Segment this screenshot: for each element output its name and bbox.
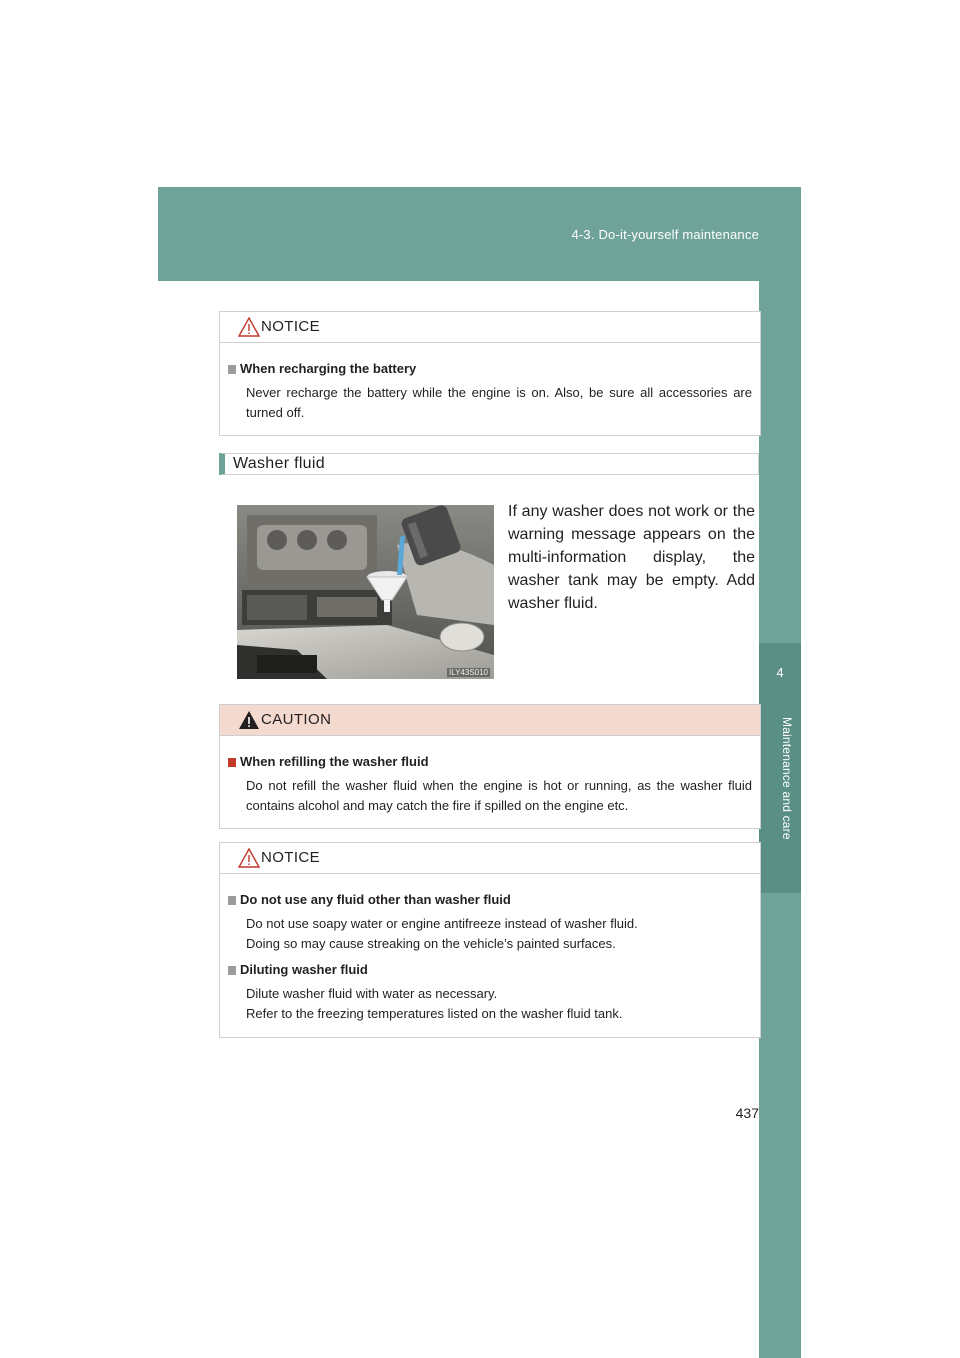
notice-line: Do not use soapy water or engine antifreeze instead of washer fluid. bbox=[246, 916, 638, 931]
notice-header bbox=[220, 312, 760, 343]
notice-line: Dilute washer fluid with water as necessary. bbox=[246, 986, 498, 1001]
caution-box bbox=[219, 704, 761, 829]
notice-box-washer bbox=[219, 842, 761, 1038]
notice-item-text bbox=[228, 984, 752, 1024]
intro-line: washer tank may be empty. Add bbox=[508, 572, 755, 589]
notice-line: Doing so may cause streaking on the vehicle’s painted surfaces. bbox=[246, 936, 616, 951]
notice-heading-text: Do not use any fluid other than washer fluid bbox=[240, 892, 511, 907]
engine-bay-illustration bbox=[237, 505, 494, 679]
notice-heading-text: Diluting washer fluid bbox=[240, 962, 368, 977]
intro-line: multi-information display, the bbox=[508, 549, 755, 566]
section-title: 4-3. Do-it-yourself maintenance bbox=[571, 227, 759, 242]
notice-header bbox=[220, 843, 760, 874]
intro-line: washer fluid. bbox=[508, 595, 598, 612]
notice-item-heading bbox=[228, 359, 752, 379]
notice-item-heading bbox=[228, 960, 752, 980]
caution-heading-text: When refilling the washer fluid bbox=[240, 754, 429, 769]
washer-fluid-heading-bar bbox=[219, 453, 759, 475]
bullet-square-icon bbox=[228, 896, 236, 905]
chapter-number: 4 bbox=[776, 665, 784, 680]
notice-heading-text: When recharging the battery bbox=[240, 361, 417, 376]
intro-line: If any washer does not work or the bbox=[508, 503, 755, 520]
caution-title: CAUTION bbox=[261, 711, 332, 728]
chapter-title: Maintenance and care bbox=[780, 717, 794, 840]
notice-body bbox=[220, 874, 760, 1040]
warning-outline-icon bbox=[238, 317, 260, 342]
bullet-square-icon bbox=[228, 365, 236, 374]
notice-line: Refer to the freezing temperatures listed on the washer fluid tank. bbox=[246, 1006, 623, 1021]
washer-fluid-heading: Washer fluid bbox=[233, 455, 325, 472]
notice-title: NOTICE bbox=[261, 849, 321, 866]
washer-fluid-intro bbox=[508, 500, 755, 615]
washer-fluid-photo bbox=[237, 505, 494, 679]
warning-outline-icon bbox=[238, 848, 260, 873]
notice-item-text bbox=[228, 914, 752, 954]
intro-line: warning message appears on the bbox=[508, 526, 755, 543]
caution-item-heading bbox=[228, 752, 752, 772]
notice-title: NOTICE bbox=[261, 318, 321, 335]
page-number: 437 bbox=[735, 1105, 759, 1121]
bullet-square-icon bbox=[228, 758, 236, 767]
notice-item-text: Never recharge the battery while the engine is on. Also, be sure all accessories are turned off. bbox=[246, 385, 752, 420]
bullet-square-icon bbox=[228, 966, 236, 975]
warning-filled-icon bbox=[238, 710, 260, 735]
notice-body bbox=[220, 343, 760, 439]
notice-item-heading bbox=[228, 890, 752, 910]
header-band bbox=[158, 187, 801, 281]
caution-header bbox=[220, 705, 760, 736]
notice-box-battery bbox=[219, 311, 761, 436]
chapter-tab[interactable] bbox=[759, 281, 801, 1358]
image-code: ILY43S010 bbox=[449, 668, 488, 677]
caution-body bbox=[220, 736, 760, 832]
caution-item-text: Do not refill the washer fluid when the engine is hot or running, as the washer fluid contains alcohol and may catch the fire if spilled on the engine etc. bbox=[246, 778, 752, 813]
